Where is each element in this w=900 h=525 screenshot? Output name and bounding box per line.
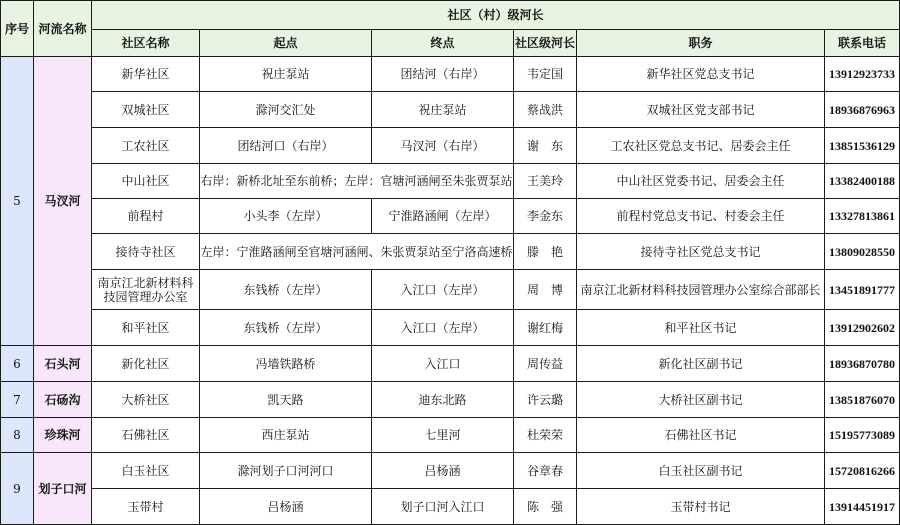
table-row [1,128,900,164]
start-cell: 西庄泵站 [200,418,372,453]
table-row [1,346,900,382]
table-row [1,164,900,199]
position-cell: 南京江北新材料科技园管理办公室综合部部长 [577,270,825,310]
phone-cell: 13809028550 [825,234,900,270]
table-row [1,57,900,92]
header-position: 职务 [577,30,825,57]
table-row [1,453,900,489]
river-name-cell: 马汊河 [34,57,92,346]
phone-cell: 13851536129 [825,128,900,164]
seq-cell: 7 [1,382,34,418]
start-cell: 吕杨涵 [200,489,372,525]
end-cell: 吕杨涵 [372,453,514,489]
phone-cell: 13451891777 [825,270,900,310]
chief-cell: 李金东 [514,199,577,234]
chief-cell: 韦定国 [514,57,577,92]
end-cell: 团结河（右岸） [372,57,514,92]
end-cell: 入江口（左岸） [372,310,514,346]
community-cell: 工农社区 [92,128,200,164]
position-cell: 玉带村书记 [577,489,825,525]
end-cell: 七里河 [372,418,514,453]
start-cell: 冯墙铁路桥 [200,346,372,382]
community-cell: 双城社区 [92,92,200,128]
river-name-cell: 划子口河 [34,453,92,525]
table-header [1,1,900,57]
community-cell: 玉带村 [92,489,200,525]
start-cell: 滁河交汇处 [200,92,372,128]
table-row [1,418,900,453]
position-cell: 新化社区副书记 [577,346,825,382]
phone-cell: 13912902602 [825,310,900,346]
seq-cell: 8 [1,418,34,453]
end-cell: 入江口 [372,346,514,382]
table-row [1,310,900,346]
chief-cell: 杜荣荣 [514,418,577,453]
chief-cell: 许云璐 [514,382,577,418]
seq-cell: 5 [1,57,34,346]
chief-cell: 王美玲 [514,164,577,199]
table-row [1,234,900,270]
community-cell: 石佛社区 [92,418,200,453]
header-seq: 序号 [1,1,34,57]
community-cell: 南京江北新材料科技园管理办公室 [92,270,200,310]
header-community: 社区名称 [92,30,200,57]
community-cell: 大桥社区 [92,382,200,418]
header-river: 河流名称 [34,1,92,57]
chief-cell: 滕 艳 [514,234,577,270]
phone-cell: 15195773089 [825,418,900,453]
chief-cell: 谢 东 [514,128,577,164]
phone-cell: 13914451917 [825,489,900,525]
end-cell: 迪东北路 [372,382,514,418]
position-cell: 和平社区书记 [577,310,825,346]
end-cell: 宁淮路涵闸（左岸） [372,199,514,234]
chief-cell: 周传益 [514,346,577,382]
community-cell: 新化社区 [92,346,200,382]
community-cell: 白玉社区 [92,453,200,489]
position-cell: 接待寺社区党总支书记 [577,234,825,270]
start-cell: 凯天路 [200,382,372,418]
table-row [1,199,900,234]
start-cell: 团结河口（右岸） [200,128,372,164]
start-cell: 祝庄泵站 [200,57,372,92]
position-cell: 大桥社区副书记 [577,382,825,418]
end-cell: 划子口河入江口 [372,489,514,525]
chief-cell: 谷章春 [514,453,577,489]
position-cell: 工农社区党总支书记、居委会主任 [577,128,825,164]
table-body [1,57,900,525]
chief-cell: 周 博 [514,270,577,310]
seq-cell: 9 [1,453,34,525]
table-row [1,382,900,418]
phone-cell: 18936870780 [825,346,900,382]
phone-cell: 13327813861 [825,199,900,234]
segment-span-cell: 右岸：新桥北址至东前桥；左岸：官塘河涵闸至朱张贾泵站 [200,164,514,199]
start-cell: 小头李（左岸） [200,199,372,234]
river-name-cell: 石砀沟 [34,382,92,418]
start-cell: 滁河划子口河河口 [200,453,372,489]
community-cell: 和平社区 [92,310,200,346]
phone-cell: 15720816266 [825,453,900,489]
community-cell: 前程村 [92,199,200,234]
position-cell: 双城社区党支部书记 [577,92,825,128]
segment-span-cell: 左岸：宁淮路涵闸至官塘河涵闸、朱张贾泵站至宁洛高速桥 [200,234,514,270]
position-cell: 白玉社区副书记 [577,453,825,489]
position-cell: 中山社区党委书记、居委会主任 [577,164,825,199]
header-chief: 社区级河长 [514,30,577,57]
seq-cell: 6 [1,346,34,382]
phone-cell: 13912923733 [825,57,900,92]
phone-cell: 13382400188 [825,164,900,199]
chief-cell: 蔡战洪 [514,92,577,128]
position-cell: 前程村党总支书记、村委会主任 [577,199,825,234]
table-row [1,489,900,525]
phone-cell: 18936876963 [825,92,900,128]
table-row [1,92,900,128]
position-cell: 石佛社区书记 [577,418,825,453]
chief-cell: 谢红梅 [514,310,577,346]
end-cell: 入江口（左岸） [372,270,514,310]
table-row [1,270,900,310]
header-start: 起点 [200,30,372,57]
header-end: 终点 [372,30,514,57]
position-cell: 新华社区党总支书记 [577,57,825,92]
end-cell: 马汊河（右岸） [372,128,514,164]
river-name-cell: 石头河 [34,346,92,382]
header-group: 社区（村）级河长 [92,1,900,30]
start-cell: 东钱桥（左岸） [200,270,372,310]
community-cell: 接待寺社区 [92,234,200,270]
community-cell: 新华社区 [92,57,200,92]
phone-cell: 13851876070 [825,382,900,418]
start-cell: 东钱桥（左岸） [200,310,372,346]
river-name-cell: 珍珠河 [34,418,92,453]
end-cell: 祝庄泵站 [372,92,514,128]
community-cell: 中山社区 [92,164,200,199]
header-phone: 联系电话 [825,30,900,57]
chief-cell: 陈 强 [514,489,577,525]
